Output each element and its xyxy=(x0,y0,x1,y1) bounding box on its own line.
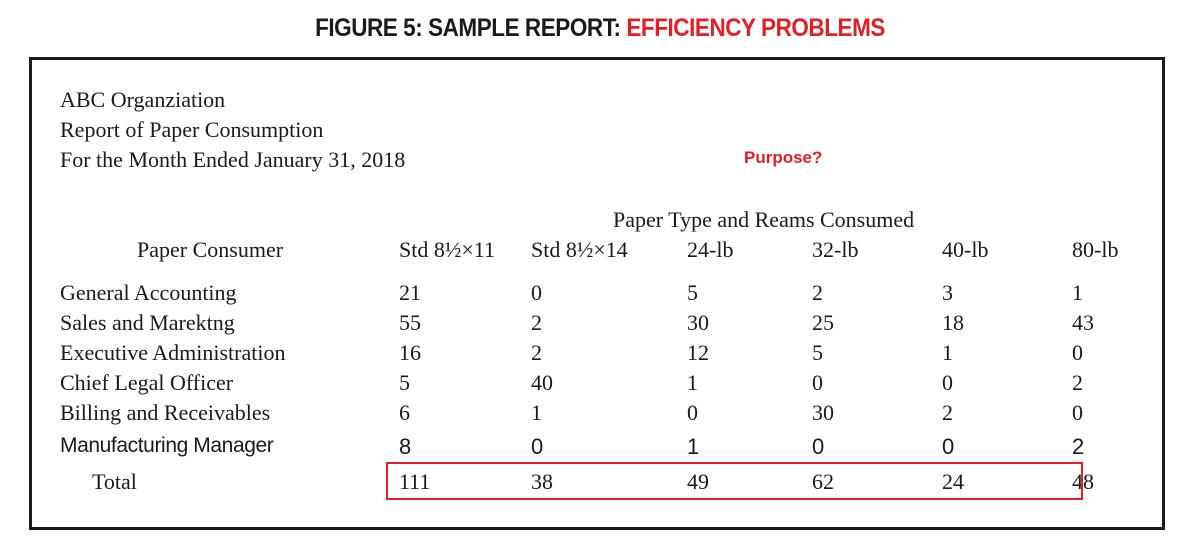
group-header: Paper Type and Reams Consumed xyxy=(613,207,915,232)
table-cell: 25 xyxy=(812,310,834,335)
column-header: 40-lb xyxy=(942,237,989,262)
column-header: Std 8½×14 xyxy=(531,237,628,262)
table-cell: 5 xyxy=(812,340,823,365)
table-cell: 12 xyxy=(687,340,709,365)
column-header: 24-lb xyxy=(687,237,734,262)
table-cell: 18 xyxy=(942,310,964,335)
table-cell: 0 xyxy=(1072,400,1083,425)
purpose-annotation: Purpose? xyxy=(744,148,823,167)
table-cell: 2 xyxy=(1072,434,1085,459)
table-cell: 1 xyxy=(687,370,698,395)
total-cell: 111 xyxy=(399,469,431,494)
table-cell: 21 xyxy=(399,280,421,305)
row-label: General Accounting xyxy=(60,280,237,305)
table-cell: 0 xyxy=(812,434,825,459)
table-cell: 3 xyxy=(942,280,953,305)
total-cell: 62 xyxy=(812,469,834,494)
row-label: Sales and Marektng xyxy=(60,310,235,335)
table-cell: 2 xyxy=(1072,370,1083,395)
table-cell: 8 xyxy=(399,434,412,459)
row-label: Chief Legal Officer xyxy=(60,370,234,395)
column-header: 80-lb xyxy=(1072,237,1119,262)
table-cell: 0 xyxy=(687,400,698,425)
table-cell: 1 xyxy=(531,400,542,425)
consumer-header: Paper Consumer xyxy=(137,237,284,262)
table-cell: 16 xyxy=(399,340,421,365)
column-header: Std 8½×11 xyxy=(399,237,495,262)
table-cell: 2 xyxy=(942,400,953,425)
table-cell: 5 xyxy=(687,280,698,305)
table-cell: 0 xyxy=(1072,340,1083,365)
row-label: Executive Administration xyxy=(60,340,286,365)
table-cell: 55 xyxy=(399,310,421,335)
table-cell: 1 xyxy=(942,340,953,365)
table-cell: 43 xyxy=(1072,310,1094,335)
figure-title-accent: EFFICIENCY PROBLEMS xyxy=(626,14,885,42)
table-cell: 0 xyxy=(942,434,955,459)
row-label: Manufacturing Manager xyxy=(60,434,274,457)
table-cell: 2 xyxy=(531,310,542,335)
total-label: Total xyxy=(92,469,137,494)
table-cell: 5 xyxy=(399,370,410,395)
table-cell: 1 xyxy=(687,434,700,459)
column-header: 32-lb xyxy=(812,237,859,262)
table-cell: 2 xyxy=(812,280,823,305)
total-cell: 38 xyxy=(531,469,553,494)
table-cell: 0 xyxy=(531,434,544,459)
figure-title xyxy=(60,14,1140,43)
total-cell: 49 xyxy=(687,469,709,494)
table-cell: 6 xyxy=(399,400,410,425)
total-cell: 24 xyxy=(942,469,964,494)
table-cell: 30 xyxy=(687,310,709,335)
report-org: ABC Organziation xyxy=(60,87,226,112)
table-cell: 1 xyxy=(1072,280,1083,305)
table-cell: 2 xyxy=(531,340,542,365)
table-cell: 0 xyxy=(812,370,823,395)
total-highlight-box xyxy=(386,462,1083,500)
report-name: Report of Paper Consumption xyxy=(60,117,324,142)
table-cell: 40 xyxy=(531,370,553,395)
figure-title-prefix: FIGURE 5: SAMPLE REPORT: xyxy=(315,14,627,42)
row-label: Billing and Receivables xyxy=(60,400,271,425)
table-cell: 0 xyxy=(531,280,542,305)
total-cell: 48 xyxy=(1072,469,1094,494)
table-cell: 0 xyxy=(942,370,953,395)
table-cell: 30 xyxy=(812,400,834,425)
report-period: For the Month Ended January 31, 2018 xyxy=(60,147,406,172)
